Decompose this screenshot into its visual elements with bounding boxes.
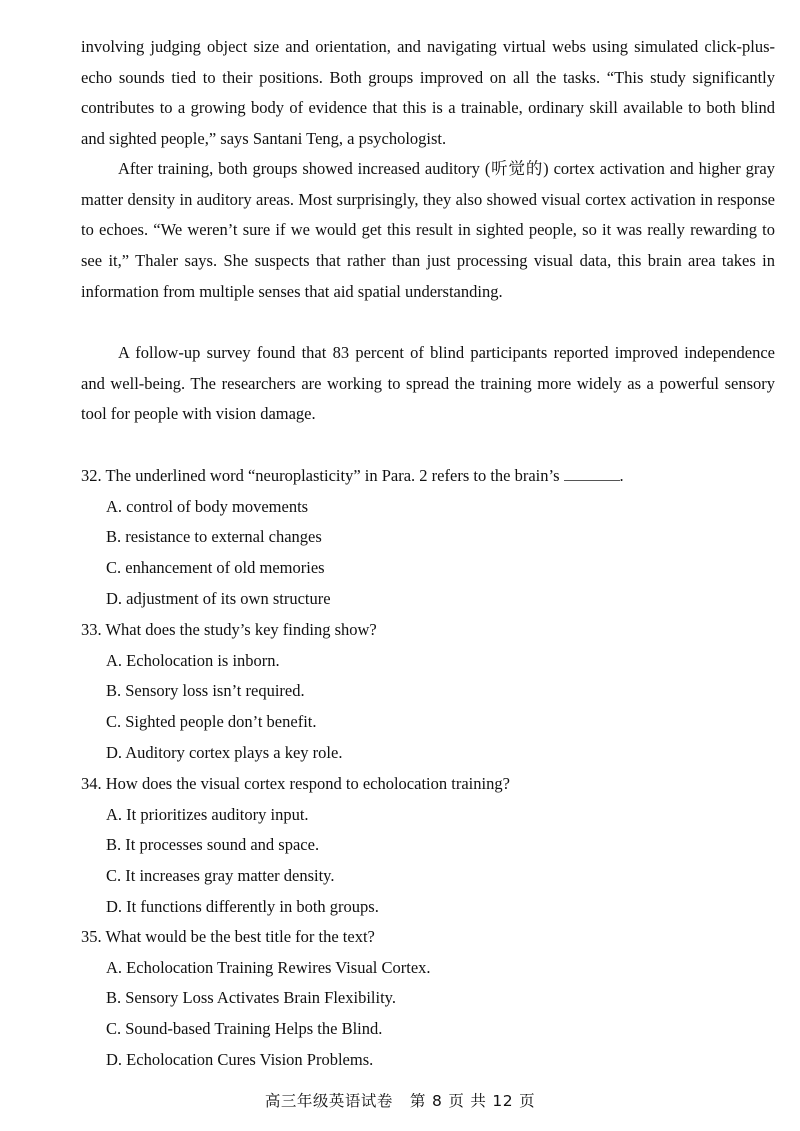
page-unit: 页 [448, 1092, 465, 1110]
option-b: B. Sensory Loss Activates Brain Flexibility. [106, 988, 396, 1008]
passage-paragraph-2: After training, both groups showed increased auditory (听觉的) cortex activation and higher gray matter density in auditory areas. Most surprisingly, they also showed visual cortex activation in response to echoes. “We weren’t sure if we would get this result in sighted people, so it was really rewarding to see it,” Thaler says. She suspects that rather than just processing visual data, this brain area takes in information from multiple senses that aid spatial understanding. [81, 159, 775, 301]
question-34 [81, 769, 781, 923]
question-number: 32. [81, 466, 102, 485]
option-d: D. Echolocation Cures Vision Problems. [106, 1049, 374, 1069]
question-stem [81, 615, 781, 646]
question-text: How does the visual cortex respond to echolocation training? [105, 774, 510, 793]
option-a: A. Echolocation is inborn. [106, 650, 280, 670]
option-d: D. Auditory cortex plays a key role. [106, 742, 343, 762]
page-number: 8 [431, 1092, 443, 1110]
total-pages: 12 [492, 1092, 514, 1110]
question-number: 33. [81, 620, 102, 639]
option-a: A. It prioritizes auditory input. [106, 804, 309, 824]
option-b: B. resistance to external changes [106, 527, 322, 547]
option-c: C. Sound-based Training Helps the Blind. [106, 1019, 383, 1039]
question-35 [81, 922, 781, 1076]
option-c: C. enhancement of old memories [106, 558, 325, 578]
page-footer [0, 1089, 800, 1111]
question-stem [81, 922, 781, 953]
question-number: 35. [81, 927, 102, 946]
option-c: C. Sighted people don’t benefit. [106, 712, 317, 732]
option-b: B. It processes sound and space. [106, 835, 320, 855]
passage-paragraph-1: involving judging object size and orientation, and navigating virtual webs using simulated click-plus-echo sounds tied to their positions. Both groups improved on all the tasks. “This study significantly contributes to a growing body of evidence that this is a trainable, ordinary skill available to both blind and sighted people,” says Santani Teng, a psychologist. [81, 37, 775, 149]
question-text: What would be the best title for the text? [105, 927, 375, 946]
option-d: D. It functions differently in both groups. [106, 896, 379, 916]
option-a: A. control of body movements [106, 496, 309, 516]
option-a: A. Echolocation Training Rewires Visual Cortex. [106, 957, 431, 977]
question-33 [81, 615, 781, 769]
option-b: B. Sensory loss isn’t required. [106, 681, 305, 701]
option-c: C. It increases gray matter density. [106, 866, 335, 886]
answer-blank [564, 466, 620, 481]
total-unit: 页 [519, 1092, 536, 1110]
option-d: D. adjustment of its own structure [106, 588, 331, 608]
question-number: 34. [81, 774, 102, 793]
passage-paragraph-3: A follow-up survey found that 83 percent of blind participants reported improved independence and well-being. The researchers are working to spread the training more widely as a powerful sensory tool for people with vision damage. [81, 343, 775, 424]
question-stem: 32. The underlined word “neuroplasticity” in Para. 2 refers to the brain’s . [81, 466, 624, 485]
page-prefix: 第 [409, 1092, 426, 1110]
question-32 [81, 461, 781, 615]
question-text: What does the study’s key finding show? [105, 620, 377, 639]
question-text: The underlined word “neuroplasticity” in Para. 2 refers to the brain’s [105, 466, 560, 485]
exam-title: 高三年级英语试卷 [264, 1092, 393, 1110]
question-stem [81, 769, 781, 800]
total-prefix: 共 [470, 1092, 487, 1110]
